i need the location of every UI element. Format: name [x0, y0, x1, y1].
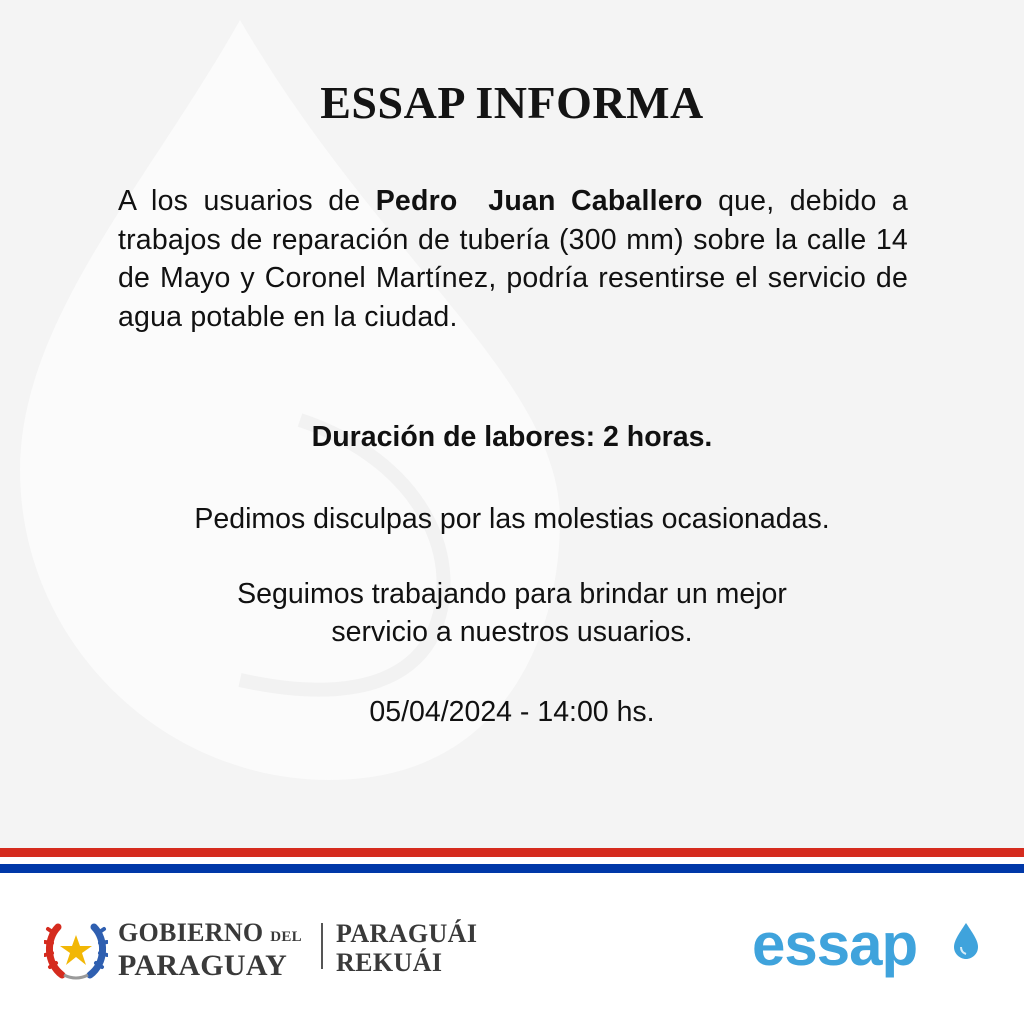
notice-rest: que, debido a trabajos de reparación de tubería (300 mm) sobre la calle 14 de Mayo y Coronel Martínez, podría resentirse el servicio de agua potable en la ciudad.: [118, 185, 908, 333]
paraguay-seal-icon: [44, 919, 108, 981]
footer: [0, 873, 1024, 1024]
gov-gobierno: GOBIERNO: [118, 918, 264, 947]
notice-place: Pedro Juan Caballero: [375, 185, 703, 217]
footer-divider: [321, 923, 323, 969]
duration-text: Duración de labores: 2 horas.: [311, 421, 713, 453]
gov-del: DEL: [270, 929, 302, 945]
gov-wordmark: [118, 919, 302, 981]
flag-stripe-red: [0, 848, 1024, 857]
slogan-line-2: REKUÁI: [336, 948, 443, 977]
continuation-text: [0, 575, 1024, 651]
page-title: ESSAP INFORMA: [320, 77, 704, 128]
slogan-wordmark: [336, 919, 477, 977]
apology-text: Pedimos disculpas por las molestias ocasionadas.: [194, 503, 830, 535]
slogan-line-1: PARAGUÁI: [336, 919, 478, 948]
essap-logo-text: essap: [752, 915, 918, 978]
essap-logo: [752, 915, 982, 987]
date-time: 05/04/2024 - 14:00 hs.: [369, 696, 655, 728]
gov-line-1: [118, 919, 302, 951]
continuation-line-1: Seguimos trabajando para brindar un mejor: [237, 578, 787, 610]
flag-stripe-blue: [0, 864, 1024, 873]
flag-stripe-white: [0, 857, 1024, 864]
notice-intro: A los usuarios de: [118, 185, 361, 217]
notice-paragraph: [118, 182, 908, 336]
continuation-line-2: servicio a nuestros usuarios.: [331, 616, 693, 648]
gov-paraguay: PARAGUAY: [118, 949, 288, 982]
